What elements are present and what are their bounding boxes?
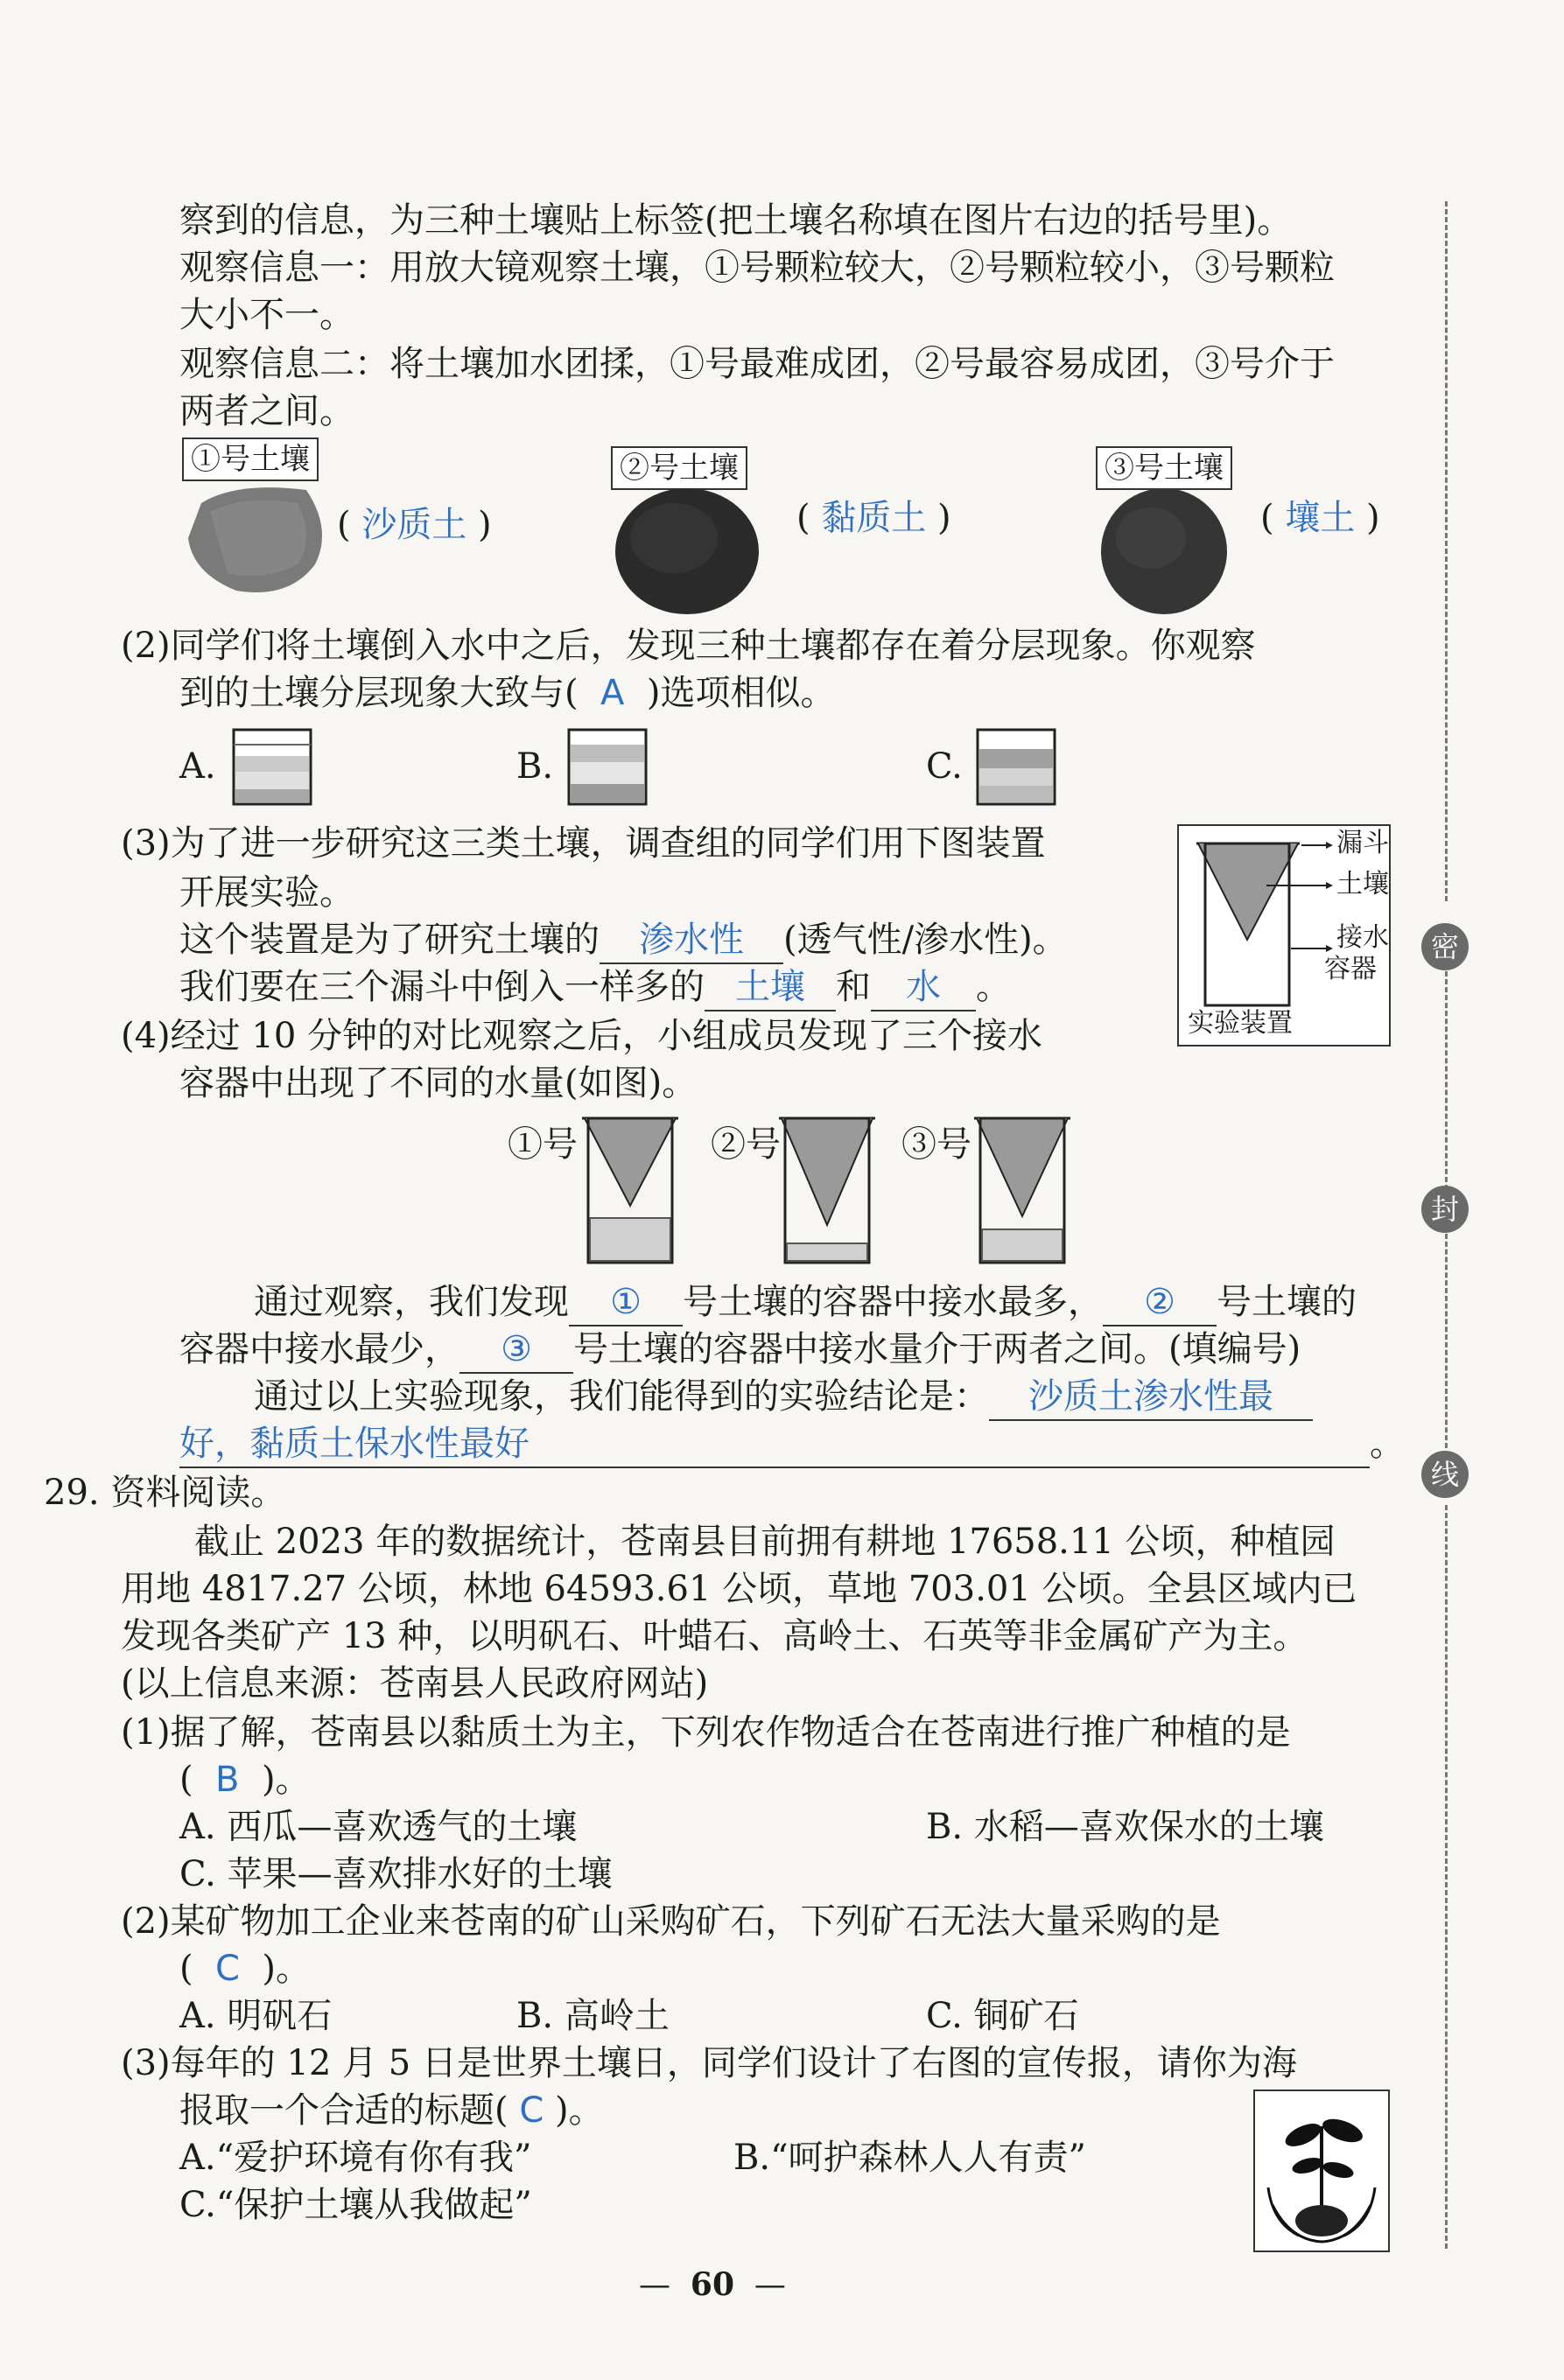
binding-line-segment-2 — [1445, 971, 1448, 1190]
soil-2-answer: ( 黏质土 ) — [796, 498, 951, 538]
q3-line-2: 开展实验。 — [179, 872, 354, 913]
q29-sub1-answer: B — [215, 1760, 240, 1800]
soil-2-image — [613, 486, 761, 617]
intro-line-1: 察到的信息，为三种土壤贴上标签(把土壤名称填在图片右边的括号里)。 — [179, 200, 1293, 241]
q29-sub3-option-c: C.“保护土壤从我做起” — [179, 2185, 532, 2225]
diagram-label-container-2: 容器 — [1324, 954, 1377, 984]
q29-sub2-option-b: B. 高岭土 — [516, 1996, 670, 2036]
q29-sub1-option-c: C. 苹果—喜欢排水好的土壤 — [179, 1854, 613, 1894]
soil-2-label: ②号土壤 — [611, 446, 747, 490]
q3-line-3: 这个装置是为了研究土壤的 渗水性 (透气性/渗水性)。 — [179, 917, 1068, 964]
diagram-caption: 实验装置 — [1188, 1008, 1293, 1039]
q29-sub2-option-a: A. 明矾石 — [179, 1996, 333, 2036]
intro-line-3: 大小不一。 — [179, 295, 354, 335]
soil-3-image — [1098, 486, 1230, 617]
soil-3-label: ③号土壤 — [1096, 446, 1232, 490]
cup-3-label: ③号 — [901, 1124, 971, 1165]
q29-sub3-option-b: B.“呵护森林人人有责” — [733, 2138, 1087, 2178]
q29-title: 29. 资料阅读。 — [44, 1473, 286, 1513]
q3-answer-3: 水 — [871, 964, 976, 1012]
q29-sub1-line-2: ( B )。 — [179, 1760, 311, 1800]
q2-line-1: (2)同学们将土壤倒入水中之后，发现三种土壤都存在着分层现象。你观察 — [121, 626, 1256, 666]
q4-line-5: 通过以上实验现象，我们能得到的实验结论是： 沙质土渗水性最 — [254, 1374, 1313, 1421]
seal-mark-mi: 密 — [1421, 923, 1469, 970]
experiment-diagram — [1177, 824, 1391, 1046]
intro-line-5: 两者之间。 — [179, 391, 354, 431]
q4-line-4: 容器中接水最少， ③ 号土壤的容器中接水量介于两者之间。(填编号) — [179, 1326, 1301, 1374]
page-number: — 60 — — [639, 2266, 786, 2303]
q29-sub2-answer: C — [215, 1949, 240, 1989]
seal-mark-xian: 线 — [1421, 1451, 1469, 1498]
q29-sub3-option-a: A.“爱护环境有你有我” — [179, 2138, 532, 2178]
intro-line-2: 观察信息一：用放大镜观察土壤，①号颗粒较大，②号颗粒较小，③号颗粒 — [179, 248, 1335, 288]
q29-sub1-option-b: B. 水稻—喜欢保水的土壤 — [926, 1807, 1324, 1847]
q29-para-1: 截止 2023 年的数据统计，苍南县目前拥有耕地 17658.11 公顷，种植园 — [194, 1522, 1336, 1562]
soil-1-image — [184, 477, 333, 599]
q29-sub2-line-2: ( C )。 — [179, 1949, 312, 1989]
q4-line-1: (4)经过 10 分钟的对比观察之后，小组成员发现了三个接水 — [121, 1016, 1042, 1056]
q29-para-4: (以上信息来源：苍南县人民政府网站) — [121, 1663, 709, 1704]
q4-answer-4a: 沙质土渗水性最 — [989, 1374, 1313, 1421]
q4-line-3: 通过观察，我们发现 ① 号土壤的容器中接水最多， ② 号土壤的 — [254, 1279, 1357, 1326]
q4-line-2: 容器中出现了不同的水量(如图)。 — [179, 1063, 698, 1103]
q2-option-b: B. — [516, 746, 554, 787]
q4-line-6: 好，黏质土保水性最好 。 — [179, 1421, 1405, 1468]
soil-day-poster — [1253, 2090, 1390, 2252]
q2-option-c: C. — [926, 746, 963, 787]
q2-answer: A — [600, 673, 625, 713]
q2-option-c-beaker — [973, 723, 1061, 810]
q29-sub1-line-1: (1)据了解，苍南县以黏质土为主，下列农作物适合在苍南进行推广种植的是 — [121, 1712, 1291, 1753]
q2-option-a-beaker — [229, 723, 317, 810]
diagram-label-container-1: 接水 — [1336, 922, 1389, 953]
binding-line-segment-1 — [1445, 201, 1448, 901]
q3-line-1: (3)为了进一步研究这三类土壤，调查组的同学们用下图装置 — [121, 823, 1046, 864]
q29-sub3-line-1: (3)每年的 12 月 5 日是世界土壤日，同学们设计了右图的宣传报，请你为海 — [121, 2043, 1297, 2083]
binding-line-segment-3 — [1445, 1234, 1448, 1448]
binding-line-segment-4 — [1445, 1505, 1448, 2249]
q2-option-a: A. — [179, 746, 216, 787]
seal-mark-feng: 封 — [1421, 1186, 1469, 1233]
q4-answer-3: ③ — [459, 1326, 573, 1374]
cup-1 — [578, 1111, 683, 1269]
q29-sub3-line-2: 报取一个合适的标题( C )。 — [179, 2090, 604, 2131]
soil-1-answer: ( 沙质土 ) — [337, 505, 492, 545]
q4-answer-4b: 好，黏质土保水性最好 — [179, 1421, 1370, 1468]
soil-1-label: ①号土壤 — [182, 438, 319, 481]
soil-3-answer: ( 壤土 ) — [1260, 498, 1380, 538]
diagram-label-funnel: 漏斗 — [1336, 828, 1389, 858]
q4-answer-2: ② — [1103, 1279, 1217, 1326]
diagram-label-soil: 土壤 — [1336, 869, 1389, 900]
q29-para-2: 用地 4817.27 公顷，林地 64593.61 公顷，草地 703.01 公顷。全县区域内已 — [121, 1569, 1357, 1609]
q3-answer-1: 渗水性 — [600, 917, 783, 964]
q29-sub1-option-a: A. 西瓜—喜欢透气的土壤 — [179, 1807, 578, 1847]
q29-sub2-option-c: C. 铜矿石 — [926, 1996, 1079, 2036]
cup-2 — [775, 1111, 880, 1269]
intro-line-4: 观察信息二：将土壤加水团揉，①号最难成团，②号最容易成团，③号介于 — [179, 344, 1335, 384]
cup-3 — [970, 1111, 1075, 1269]
q3-answer-2: 土壤 — [705, 964, 836, 1012]
q3-line-4: 我们要在三个漏斗中倒入一样多的 土壤 和 水 。 — [179, 964, 1011, 1012]
cup-2-label: ②号 — [711, 1124, 781, 1165]
q29-para-3: 发现各类矿产 13 种，以明矾石、叶蜡石、高岭土、石英等非金属矿产为主。 — [121, 1616, 1308, 1656]
q4-answer-1: ① — [569, 1279, 683, 1326]
plant-in-hands-icon — [1255, 2091, 1388, 2250]
q2-line-2: 到的土壤分层现象大致与( A )选项相似。 — [179, 673, 836, 713]
q2-option-b-beaker — [565, 723, 652, 810]
cup-1-label: ①号 — [508, 1124, 578, 1165]
q29-sub2-line-1: (2)某矿物加工企业来苍南的矿山采购矿石，下列矿石无法大量采购的是 — [121, 1901, 1221, 1942]
q29-sub3-answer: C — [519, 2090, 544, 2131]
